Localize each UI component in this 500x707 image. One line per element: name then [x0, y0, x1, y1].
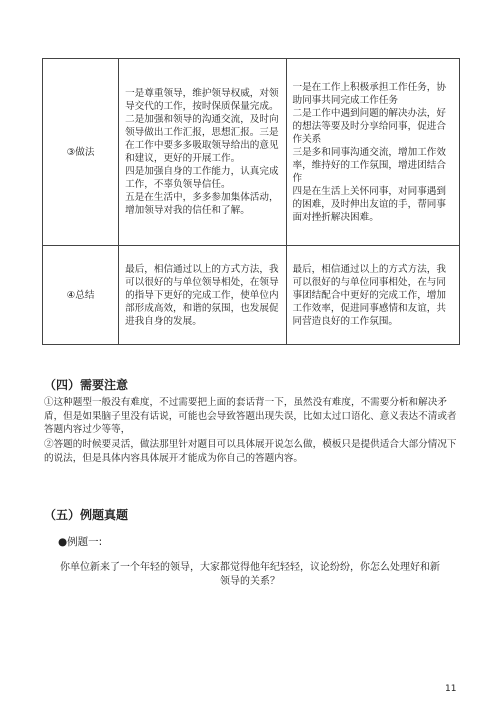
- cell-paragraph: 一是尊重领导，维护领导权威，对领导交代的工作，按时保质保量完成。: [125, 88, 279, 112]
- cell-paragraph: 四是在生活上关怀同事，对同事遇到的困难，及时伸出友谊的手，帮同事面对挫折解决困难。: [292, 185, 446, 223]
- notes-paragraph-1: ①这种题型一般没有难度，不过需要把上面的套话背一下，虽然没有难度，不需要分析和解决矛盾，但是如果脑子里没有话说，可能也会导致答题出现失误，比如太过口语化、意义表达不清或者答题内容过少等等，: [44, 397, 457, 435]
- colleague-summary-cell: 最后，相信通过以上的方式方法，我可以很好的与单位同事相处，在与同事团结配合中更好的完成工作，增加工作效率，促进同事感情和友谊，共同营造良好的工作氛围。: [286, 246, 460, 345]
- cell-paragraph: 二是工作中遇到问题的解决办法，好的想法等要及时分享给同事，促进合作关系: [292, 107, 446, 145]
- page-number: 11: [445, 684, 457, 694]
- row-label-method: ③做法: [43, 59, 119, 246]
- notes-paragraph-2: ②答题的时候要灵活，做法那里针对题目可以具体展开说怎么做，模板只是提供适合大部分情况下的说法，但是具体内容具体展开才能成为你自己的答题内容。: [44, 439, 457, 464]
- leader-method-cell: [119, 59, 286, 246]
- cell-paragraph: 四是加强自身的工作能力，认真完成工作，不辜负领导信任。: [125, 166, 279, 190]
- method-table: [42, 58, 460, 345]
- colleague-method-cell: [286, 59, 460, 246]
- table-row: [43, 246, 460, 345]
- example-bullet: ●例题一:: [58, 536, 103, 548]
- example-question: 你单位新来了一个年轻的领导，大家都觉得他年纪轻轻，议论纷纷，你怎么处理好和新领导的关系？: [60, 562, 440, 587]
- leader-summary-cell: 最后，相信通过以上的方式方法，我可以很好的与单位领导相处，在领导的指导下更好的完成工作，使单位内部形成高效，和谐的氛围，也发展促进我自身的发展。: [119, 246, 286, 345]
- row-label-summary: ④总结: [43, 246, 119, 345]
- table-row: [43, 59, 460, 246]
- cell-paragraph: 三是多和同事沟通交流，增加工作效率，维持好的工作氛围，增进团结合作: [292, 146, 446, 184]
- section-title-notes: （四）需要注意: [44, 378, 129, 392]
- cell-paragraph: 二是加强和领导的沟通交流，及时向领导做出工作汇报，思想汇报。三是在工作中要多多吸取领导给出的意见和建议，更好的开展工作。: [125, 114, 279, 164]
- cell-paragraph: 一是在工作上积极承担工作任务，协助同事共同完成工作任务: [292, 81, 446, 106]
- cell-paragraph: 五是在生活中，多多参加集体活动，增加领导对我的信任和了解。: [125, 192, 279, 216]
- section-title-examples: （五）例题真题: [44, 508, 129, 522]
